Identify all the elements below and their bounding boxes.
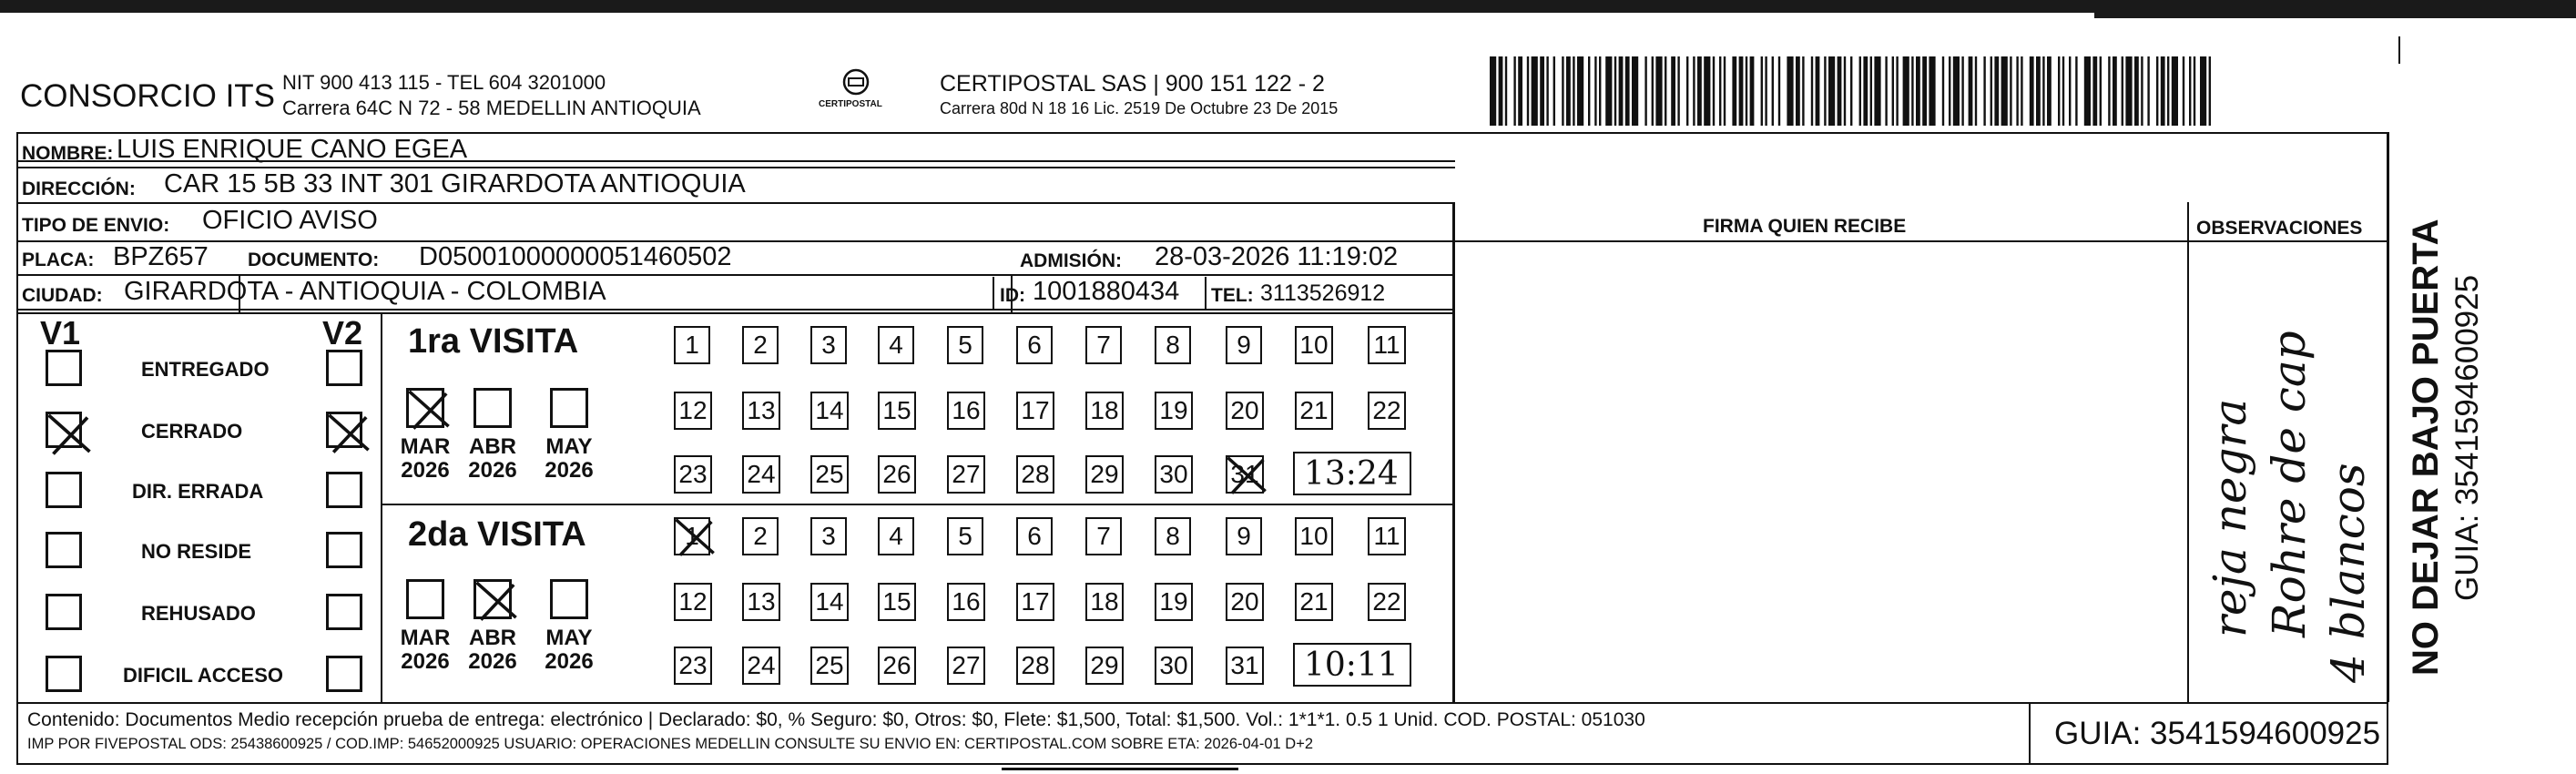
row-line bbox=[16, 702, 2388, 704]
row-line bbox=[16, 274, 1455, 276]
day-box[interactable]: 13 bbox=[742, 392, 780, 430]
tel-value: 3113526912 bbox=[1260, 280, 1386, 306]
day-box[interactable]: 21 bbox=[1295, 583, 1333, 621]
month-year: 2026 bbox=[401, 649, 450, 675]
v2-checkbox[interactable] bbox=[326, 656, 362, 692]
v1-checkbox[interactable] bbox=[46, 350, 82, 386]
day-box[interactable]: 4 bbox=[878, 326, 914, 364]
month-name: MAR bbox=[400, 434, 451, 459]
status-label: DIR. ERRADA bbox=[132, 480, 264, 503]
row-line bbox=[16, 312, 1455, 314]
day-box[interactable]: 18 bbox=[1085, 392, 1124, 430]
v2-checkbox[interactable] bbox=[326, 472, 362, 508]
v1-checkbox[interactable] bbox=[46, 532, 82, 568]
day-box[interactable]: 3 bbox=[810, 326, 847, 364]
day-box[interactable]: 7 bbox=[1085, 326, 1122, 364]
top-edge-right bbox=[2094, 13, 2576, 18]
day-box[interactable]: 19 bbox=[1155, 583, 1193, 621]
v1-checkbox[interactable] bbox=[46, 412, 82, 448]
day-box[interactable]: 7 bbox=[1085, 517, 1122, 555]
month-label bbox=[461, 435, 524, 484]
day-box[interactable]: 18 bbox=[1085, 583, 1124, 621]
month-label bbox=[537, 626, 601, 675]
day-box[interactable]: 6 bbox=[1016, 326, 1053, 364]
month-name: ABR bbox=[469, 626, 516, 650]
status-label: ENTREGADO bbox=[141, 358, 270, 381]
col-line bbox=[381, 504, 1452, 505]
day-box[interactable]: 3 bbox=[810, 517, 847, 555]
day-box[interactable]: 2 bbox=[742, 326, 779, 364]
tipo-label: TIPO DE ENVIO: bbox=[22, 215, 170, 236]
day-box[interactable]: 14 bbox=[810, 392, 849, 430]
day-box[interactable]: 16 bbox=[947, 392, 985, 430]
v2-checkbox[interactable] bbox=[326, 412, 362, 448]
status-label: REHUSADO bbox=[141, 602, 256, 625]
day-box[interactable]: 31 bbox=[1226, 647, 1264, 685]
row-line bbox=[16, 309, 1455, 311]
day-box[interactable]: 19 bbox=[1155, 392, 1193, 430]
company-line2: Carrera 64C N 72 - 58 MEDELLIN ANTIOQUIA bbox=[282, 97, 701, 119]
footer-imp: IMP POR FIVEPOSTAL ODS: 25438600925 / COD.IMP: 54652000925 USUARIO: OPERACIONES MEDELLIN CONSULTE SU ENVIO EN: CERTIPOSTAL.COM SOBRE ETA: 2026-04-01 D+2 bbox=[27, 736, 1314, 752]
footer-guia: GUIA: 3541594600925 bbox=[2054, 716, 2381, 751]
observation-line-2: Rohre de cap bbox=[2263, 331, 2316, 637]
month-year: 2026 bbox=[545, 458, 594, 484]
carrier-line2: Carrera 80d N 18 16 Lic. 2519 De Octubre 23 De 2015 bbox=[940, 99, 1339, 117]
status-label: DIFICIL ACCESO bbox=[123, 664, 284, 687]
month-checkbox[interactable] bbox=[406, 388, 444, 428]
day-box[interactable]: 24 bbox=[742, 455, 780, 494]
day-box[interactable]: 17 bbox=[1016, 392, 1054, 430]
day-box[interactable]: 28 bbox=[1016, 647, 1054, 685]
v1-checkbox[interactable] bbox=[46, 656, 82, 692]
day-box[interactable]: 23 bbox=[674, 455, 712, 494]
day-box[interactable]: 4 bbox=[878, 517, 914, 555]
day-box[interactable]: 22 bbox=[1368, 392, 1406, 430]
id-value: 1001880434 bbox=[1033, 277, 1180, 306]
month-label bbox=[393, 626, 457, 675]
month-name: MAY bbox=[545, 626, 593, 650]
id-label: ID: bbox=[1000, 285, 1025, 306]
col-line bbox=[1205, 277, 1207, 310]
v1-checkbox[interactable] bbox=[46, 594, 82, 630]
day-box[interactable]: 27 bbox=[947, 455, 985, 494]
day-box[interactable]: 20 bbox=[1226, 392, 1264, 430]
month-year: 2026 bbox=[468, 458, 517, 484]
day-box[interactable]: 9 bbox=[1226, 326, 1262, 364]
month-checkbox[interactable] bbox=[473, 388, 512, 428]
day-number: 31 bbox=[1230, 460, 1259, 488]
no-dejar-bajo-puerta: NO DEJAR BAJO PUERTA bbox=[2406, 219, 2446, 676]
bottom-mark bbox=[1002, 768, 1238, 770]
day-box[interactable]: 2 bbox=[742, 517, 779, 555]
day-box[interactable] bbox=[1226, 455, 1264, 494]
day-box[interactable]: 23 bbox=[674, 647, 712, 685]
admision-value: 28-03-2026 11:19:02 bbox=[1155, 242, 1399, 271]
month-checkbox[interactable] bbox=[550, 388, 588, 428]
direccion-value: CAR 15 5B 33 INT 301 GIRARDOTA ANTIOQUIA bbox=[164, 169, 746, 199]
col-line bbox=[381, 312, 382, 702]
company-name: CONSORCIO ITS bbox=[20, 78, 276, 114]
day-box[interactable]: 5 bbox=[947, 517, 983, 555]
day-box[interactable]: 14 bbox=[810, 583, 849, 621]
day-box[interactable]: 20 bbox=[1226, 583, 1264, 621]
day-box[interactable]: 26 bbox=[878, 455, 916, 494]
month-checkbox[interactable] bbox=[550, 579, 588, 619]
day-box[interactable]: 6 bbox=[1016, 517, 1053, 555]
firma-label: FIRMA QUIEN RECIBE bbox=[1703, 216, 1907, 237]
admision-label: ADMISIÓN: bbox=[1020, 250, 1122, 271]
col-line bbox=[993, 277, 994, 310]
nombre-label: NOMBRE: bbox=[22, 143, 114, 164]
col-line bbox=[2187, 240, 2388, 242]
observation-line-3: 4 blancos bbox=[2322, 463, 2375, 683]
status-label: NO RESIDE bbox=[141, 540, 252, 563]
day-box[interactable]: 5 bbox=[947, 326, 983, 364]
col-line bbox=[2388, 132, 2389, 702]
row-line bbox=[16, 202, 1455, 204]
day-box[interactable]: 30 bbox=[1155, 647, 1193, 685]
day-box[interactable]: 30 bbox=[1155, 455, 1193, 494]
month-year: 2026 bbox=[401, 458, 450, 484]
month-label bbox=[537, 435, 601, 484]
month-label bbox=[393, 435, 457, 484]
day-box[interactable]: 26 bbox=[878, 647, 916, 685]
col-line bbox=[2187, 202, 2189, 702]
day-box[interactable]: 22 bbox=[1368, 583, 1406, 621]
month-name: MAY bbox=[545, 434, 593, 459]
day-box[interactable]: 13 bbox=[742, 583, 780, 621]
day-box[interactable]: 9 bbox=[1226, 517, 1262, 555]
month-name: MAR bbox=[400, 626, 451, 650]
day-box[interactable]: 25 bbox=[810, 455, 849, 494]
day-box[interactable]: 16 bbox=[947, 583, 985, 621]
day-box[interactable]: 24 bbox=[742, 647, 780, 685]
ciudad-value: GIRARDOTA - ANTIOQUIA - COLOMBIA bbox=[124, 277, 606, 306]
day-box[interactable]: 12 bbox=[674, 583, 712, 621]
month-name: ABR bbox=[469, 434, 516, 459]
placa-value: BPZ657 bbox=[113, 242, 209, 271]
v2-checkbox[interactable] bbox=[326, 594, 362, 630]
edge-mark bbox=[2398, 36, 2400, 64]
day-box[interactable]: 25 bbox=[810, 647, 849, 685]
day-box[interactable]: 17 bbox=[1016, 583, 1054, 621]
v2-checkbox[interactable] bbox=[326, 532, 362, 568]
logo-text: CERTIPOSTAL bbox=[819, 99, 882, 109]
direccion-label: DIRECCIÓN: bbox=[22, 178, 136, 199]
v1-checkbox[interactable] bbox=[46, 472, 82, 508]
day-box[interactable]: 29 bbox=[1085, 455, 1124, 494]
side-guia: GUIA: 3541594600925 bbox=[2449, 274, 2485, 601]
col-line bbox=[1452, 202, 1455, 702]
row-line bbox=[16, 167, 1455, 168]
day-number: 1 bbox=[685, 522, 699, 550]
v2-label: V2 bbox=[322, 314, 363, 351]
day-box[interactable]: 12 bbox=[674, 392, 712, 430]
day-box[interactable]: 1 bbox=[674, 326, 710, 364]
day-box[interactable]: 8 bbox=[1155, 517, 1191, 555]
day-box[interactable]: 27 bbox=[947, 647, 985, 685]
day-box[interactable]: 15 bbox=[878, 583, 916, 621]
month-year: 2026 bbox=[545, 649, 594, 675]
month-checkbox[interactable] bbox=[406, 579, 444, 619]
nombre-value: LUIS ENRIQUE CANO EGEA bbox=[117, 135, 468, 164]
v1-label: V1 bbox=[40, 314, 81, 351]
day-box[interactable]: 28 bbox=[1016, 455, 1054, 494]
company-line1: NIT 900 413 115 - TEL 604 3201000 bbox=[282, 71, 606, 94]
ciudad-label: CIUDAD: bbox=[22, 285, 103, 306]
month-year: 2026 bbox=[468, 649, 517, 675]
visit2-title: 2da VISITA bbox=[408, 515, 586, 554]
day-box[interactable] bbox=[674, 517, 710, 555]
observaciones-label: OBSERVACIONES bbox=[2196, 218, 2363, 239]
time-written-box[interactable]: 13:24 bbox=[1293, 452, 1411, 495]
month-label bbox=[461, 626, 524, 675]
top-edge bbox=[0, 0, 2576, 13]
day-box[interactable]: 10 bbox=[1295, 517, 1333, 555]
documento-value: D05001000000051460502 bbox=[419, 242, 732, 271]
documento-label: DOCUMENTO: bbox=[248, 250, 380, 270]
month-checkbox[interactable] bbox=[473, 579, 512, 619]
status-label: CERRADO bbox=[141, 420, 243, 443]
observation-line-1: reja negra bbox=[2204, 398, 2256, 637]
day-box[interactable]: 15 bbox=[878, 392, 916, 430]
footer-contenido: Contenido: Documentos Medio recepción prueba de entrega: electrónico | Declarado: $0, % Seguro: $0, Otros: $0, Flete: $1,500, Total: $1,500. Vol.: 1*1*1. 0.5 1 Unid. COD. POSTAL: 051030 bbox=[27, 709, 1645, 730]
carrier-line1: CERTIPOSTAL SAS | 900 151 122 - 2 bbox=[940, 71, 1325, 97]
tipo-value: OFICIO AVISO bbox=[202, 206, 378, 235]
day-box[interactable]: 11 bbox=[1368, 326, 1406, 364]
certipostal-logo bbox=[815, 67, 897, 113]
day-box[interactable]: 8 bbox=[1155, 326, 1191, 364]
time-written-box[interactable]: 10:11 bbox=[1293, 643, 1411, 687]
barcode bbox=[1490, 56, 2211, 126]
day-box[interactable]: 21 bbox=[1295, 392, 1333, 430]
day-box[interactable]: 10 bbox=[1295, 326, 1333, 364]
day-box[interactable]: 11 bbox=[1368, 517, 1406, 555]
placa-label: PLACA: bbox=[22, 250, 95, 270]
day-box[interactable]: 29 bbox=[1085, 647, 1124, 685]
col-line bbox=[2029, 702, 2031, 765]
tel-label: TEL: bbox=[1211, 285, 1254, 306]
visit1-title: 1ra VISITA bbox=[408, 322, 579, 361]
v2-checkbox[interactable] bbox=[326, 350, 362, 386]
